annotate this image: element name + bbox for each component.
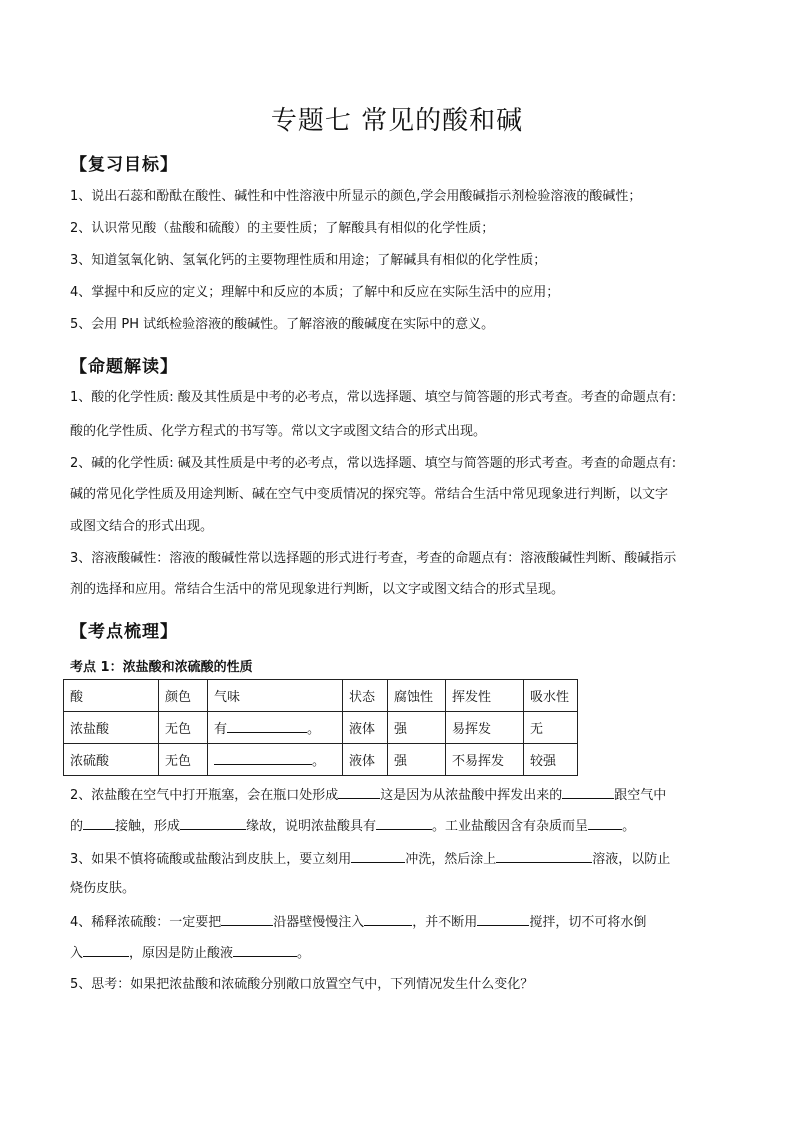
q-text: ，并不断用 — [412, 915, 478, 930]
answer-blank[interactable] — [214, 752, 312, 765]
analysis-line: 3、溶液酸碱性：溶液的酸碱性常以选择题的形式进行考查，考查的命题点有：溶液酸碱性判断、酸碱指示 — [70, 551, 677, 566]
table-header-cell: 挥发性 — [446, 680, 524, 712]
question-4-line-2 — [70, 944, 310, 962]
page-title: 专题七 常见的酸和碱 — [270, 106, 524, 136]
q-text: 。工业盐酸因含有杂质而呈 — [432, 819, 589, 834]
question-2-line-1 — [70, 786, 666, 804]
review-item: 4、掌握中和反应的定义；理解中和反应的本质；了解中和反应在实际生活中的应用； — [70, 285, 560, 300]
answer-blank[interactable] — [180, 817, 246, 830]
review-item: 3、知道氢氧化钠、氢氧化钙的主要物理性质和用途；了解碱具有相似的化学性质； — [70, 253, 547, 268]
analysis-heading: 【命题解读】 — [70, 357, 178, 377]
point1-subheading: 考点 1：浓盐酸和浓硫酸的性质 — [70, 660, 253, 675]
q-text: ，原因是防止酸液 — [129, 946, 234, 961]
acid-properties-table — [63, 679, 578, 776]
table-cell-smell — [208, 712, 343, 744]
q-text: 缘故，说明浓盐酸具有 — [246, 819, 377, 834]
q-text: 跟空气中 — [614, 788, 667, 803]
analysis-line: 酸的化学性质、化学方程式的书写等。常以文字或图文结合的形式出现。 — [70, 424, 487, 439]
table-header-cell: 酸 — [64, 680, 159, 712]
answer-blank[interactable] — [221, 913, 273, 926]
table-cell: 液体 — [343, 744, 388, 776]
cell-text: 有 — [214, 722, 228, 737]
table-header-cell: 吸水性 — [524, 680, 578, 712]
analysis-line: 碱的常见化学性质及用途判断、碱在空气中变质情况的探究等。常结合生活中常见现象进行判断，以文字 — [70, 487, 669, 502]
analysis-line: 1、酸的化学性质: 酸及其性质是中考的必考点，常以选择题、填空与简答题的形式考查。考查的命题点有: — [70, 390, 677, 405]
q-text: 冲洗，然后涂上 — [405, 852, 497, 867]
answer-blank[interactable] — [376, 817, 432, 830]
table-cell: 易挥发 — [446, 712, 524, 744]
answer-blank[interactable] — [83, 817, 115, 830]
table-cell: 强 — [388, 712, 446, 744]
q-text: 的 — [70, 819, 84, 834]
review-item: 5、会用 PH 试纸检验溶液的酸碱性。了解溶液的酸碱度在实际中的意义。 — [70, 317, 495, 332]
cell-text: 。 — [307, 722, 321, 737]
q-text: 烧伤皮肤。 — [70, 881, 136, 896]
q-text: 4、稀释浓硫酸：一定要把 — [70, 915, 222, 930]
analysis-line: 或图文结合的形式出现。 — [70, 519, 214, 534]
q-text: 。 — [297, 946, 311, 961]
table-row — [64, 712, 578, 744]
answer-blank[interactable] — [364, 913, 412, 926]
answer-blank[interactable] — [496, 850, 592, 863]
q-text: 搅拌，切不可将水倒 — [529, 915, 647, 930]
table-header-cell: 气味 — [208, 680, 343, 712]
table-header-cell: 颜色 — [159, 680, 208, 712]
answer-blank[interactable] — [83, 944, 129, 957]
question-3-line-2 — [70, 881, 135, 897]
table-cell: 强 — [388, 744, 446, 776]
table-header-cell: 状态 — [343, 680, 388, 712]
table-cell-smell — [208, 744, 343, 776]
answer-blank[interactable] — [351, 850, 405, 863]
table-cell: 无色 — [159, 744, 208, 776]
answer-blank[interactable] — [562, 786, 614, 799]
table-header-row — [64, 680, 578, 712]
table-cell: 较强 — [524, 744, 578, 776]
table-cell: 浓盐酸 — [64, 712, 159, 744]
q-text: 沿器壁慢慢注入 — [273, 915, 365, 930]
cell-text: 。 — [312, 754, 326, 769]
answer-blank[interactable] — [338, 786, 380, 799]
q-text: 溶液，以防止 — [592, 852, 671, 867]
q-text: 接触，形成 — [115, 819, 181, 834]
table-row — [64, 744, 578, 776]
points-heading: 【考点梳理】 — [70, 622, 178, 642]
answer-blank[interactable] — [233, 944, 297, 957]
analysis-line: 2、碱的化学性质: 碱及其性质是中考的必考点，常以选择题、填空与简答题的形式考查。考查的命题点有: — [70, 456, 677, 471]
question-2-line-2 — [70, 817, 635, 835]
table-cell: 液体 — [343, 712, 388, 744]
analysis-line: 剂的选择和应用。常结合生活中的常见现象进行判断，以文字或图文结合的形式呈现。 — [70, 582, 565, 597]
q-text: 2、浓盐酸在空气中打开瓶塞，会在瓶口处形成 — [70, 788, 339, 803]
q-text: 这是因为从浓盐酸中挥发出来的 — [380, 788, 563, 803]
question-4-line-1 — [70, 913, 646, 931]
question-5: 5、思考：如果把浓盐酸和浓硫酸分别敞口放置空气中，下列情况发生什么变化？ — [70, 977, 534, 992]
review-heading: 【复习目标】 — [70, 155, 178, 175]
table-cell: 无 — [524, 712, 578, 744]
table-cell: 浓硫酸 — [64, 744, 159, 776]
review-item: 2、认识常见酸（盐酸和硫酸）的主要性质；了解酸具有相似的化学性质； — [70, 221, 495, 236]
q-text: 3、如果不慎将硫酸或盐酸沾到皮肤上，要立刻用 — [70, 852, 352, 867]
q-text: 。 — [622, 819, 636, 834]
table-header-cell: 腐蚀性 — [388, 680, 446, 712]
answer-blank[interactable] — [588, 817, 622, 830]
table-cell: 不易挥发 — [446, 744, 524, 776]
table-cell: 无色 — [159, 712, 208, 744]
q-text: 入 — [70, 946, 84, 961]
review-item: 1、说出石蕊和酚酞在酸性、碱性和中性溶液中所显示的颜色,学会用酸碱指示剂检验溶液的酸碱性； — [70, 189, 642, 204]
answer-blank[interactable] — [227, 720, 307, 733]
question-3-line-1 — [70, 850, 670, 868]
answer-blank[interactable] — [477, 913, 529, 926]
